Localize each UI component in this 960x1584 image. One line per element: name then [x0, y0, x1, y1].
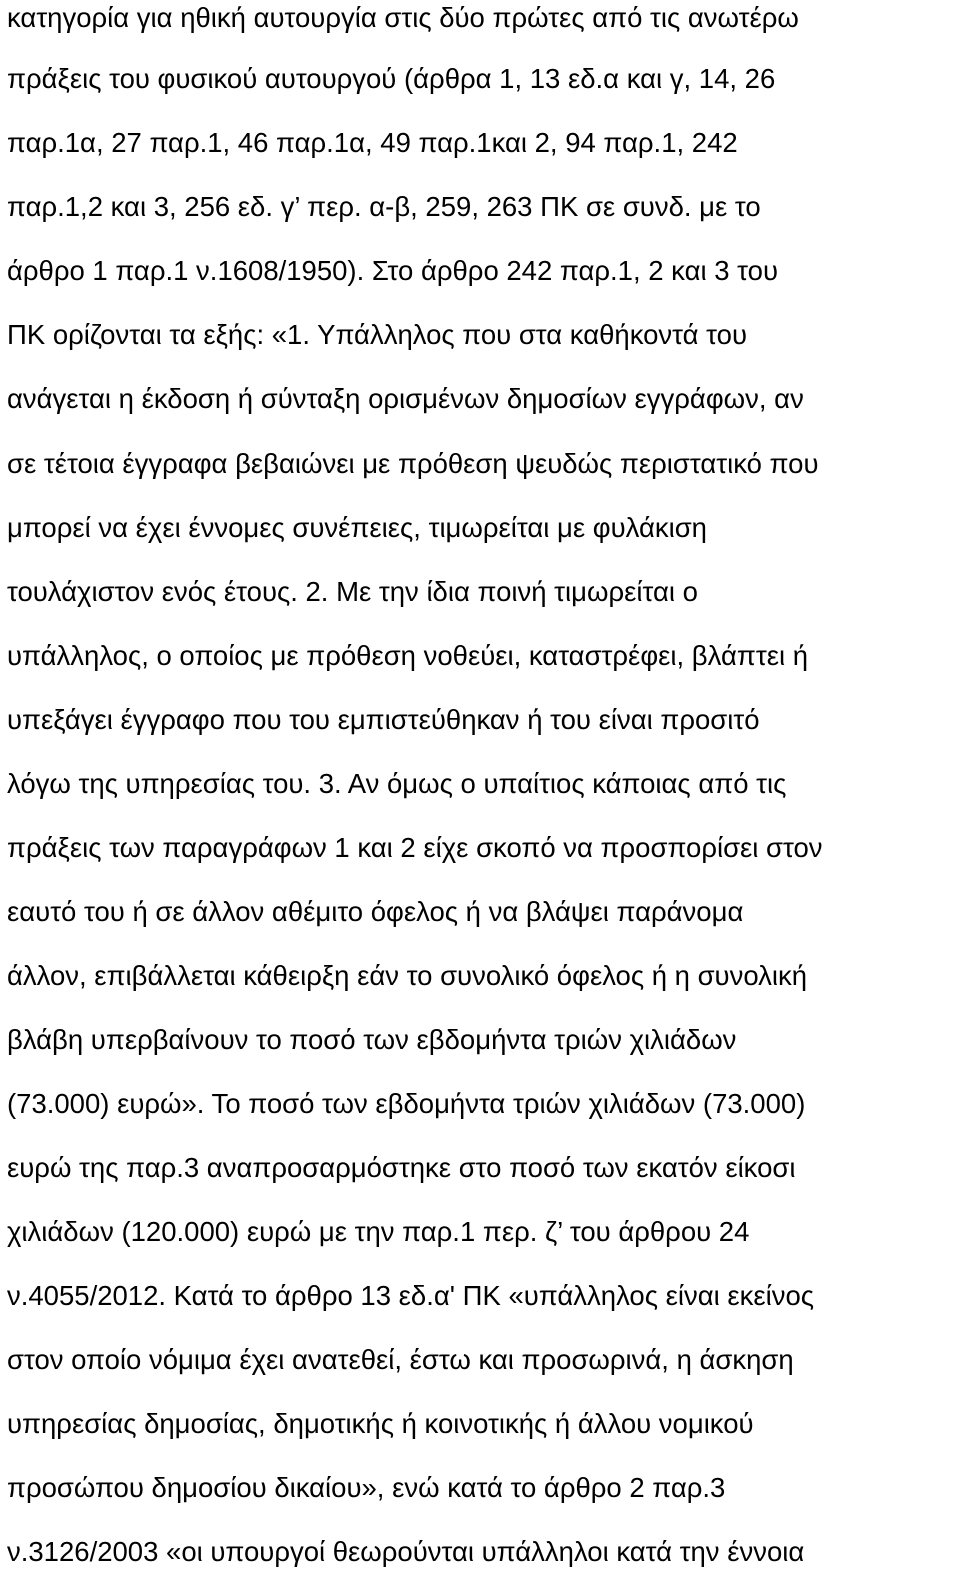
- text-line: στον οποίο νόμιμα έχει ανατεθεί, έστω και προσωρινά, η άσκηση: [7, 1344, 794, 1375]
- text-line: σε τέτοια έγγραφα βεβαιώνει με πρόθεση ψευδώς περιστατικό που: [7, 448, 819, 479]
- text-line: πράξεις του φυσικού αυτουργού (άρθρα 1, 13 εδ.α και γ, 14, 26: [7, 63, 776, 94]
- text-line: λόγω της υπηρεσίας του. 3. Αν όμως ο υπαίτιος κάποιας από τις: [7, 768, 787, 799]
- text-line: ν.3126/2003 «οι υπουργοί θεωρούνται υπάλληλοι κατά την έννοια: [7, 1536, 805, 1567]
- text-line: υπάλληλος, ο οποίος με πρόθεση νοθεύει, καταστρέφει, βλάπτει ή: [7, 640, 808, 671]
- text-line: χιλιάδων (120.000) ευρώ με την παρ.1 περ. ζ’ του άρθρου 24: [7, 1216, 750, 1247]
- text-line: ΠΚ ορίζονται τα εξής: «1. Υπάλληλος που στα καθήκοντά του: [7, 319, 747, 350]
- text-line: προσώπου δημοσίου δικαίου», ενώ κατά το άρθρο 2 παρ.3: [7, 1472, 726, 1503]
- text-line: υπεξάγει έγγραφο που του εμπιστεύθηκαν ή του είναι προσιτό: [7, 704, 760, 735]
- text-line: ν.4055/2012. Κατά το άρθρο 13 εδ.α' ΠΚ «υπάλληλος είναι εκείνος: [7, 1280, 815, 1311]
- text-line: (73.000) ευρώ». Το ποσό των εβδομήντα τριών χιλιάδων (73.000): [7, 1088, 806, 1119]
- text-line: υπηρεσίας δημοσίας, δημοτικής ή κοινοτικής ή άλλου νομικού: [7, 1408, 754, 1439]
- text-line: παρ.1,2 και 3, 256 εδ. γ’ περ. α-β, 259, 263 ΠΚ σε συνδ. με το: [7, 191, 761, 222]
- text-line: παρ.1α, 27 παρ.1, 46 παρ.1α, 49 παρ.1και 2, 94 παρ.1, 242: [7, 127, 738, 158]
- text-line: κατηγορία για ηθική αυτουργία στις δύο πρώτες από τις ανωτέρω: [7, 2, 799, 33]
- text-line: πράξεις των παραγράφων 1 και 2 είχε σκοπό να προσπορίσει στον: [7, 832, 823, 863]
- text-line: μπορεί να έχει έννομες συνέπειες, τιμωρείται με φυλάκιση: [7, 512, 707, 543]
- text-line: βλάβη υπερβαίνουν το ποσό των εβδομήντα τριών χιλιάδων: [7, 1024, 737, 1055]
- text-line: εαυτό του ή σε άλλον αθέμιτο όφελος ή να βλάψει παράνομα: [7, 896, 744, 927]
- text-line: άλλον, επιβάλλεται κάθειρξη εάν το συνολικό όφελος ή η συνολική: [7, 960, 808, 991]
- text-line: ανάγεται η έκδοση ή σύνταξη ορισμένων δημοσίων εγγράφων, αν: [7, 383, 804, 414]
- text-line: τουλάχιστον ενός έτους. 2. Με την ίδια ποινή τιμωρείται ο: [7, 576, 698, 607]
- text-line: άρθρο 1 παρ.1 ν.1608/1950). Στο άρθρο 242 παρ.1, 2 και 3 του: [7, 255, 778, 286]
- text-line: ευρώ της παρ.3 αναπροσαρμόστηκε στο ποσό των εκατόν είκοσι: [7, 1152, 796, 1183]
